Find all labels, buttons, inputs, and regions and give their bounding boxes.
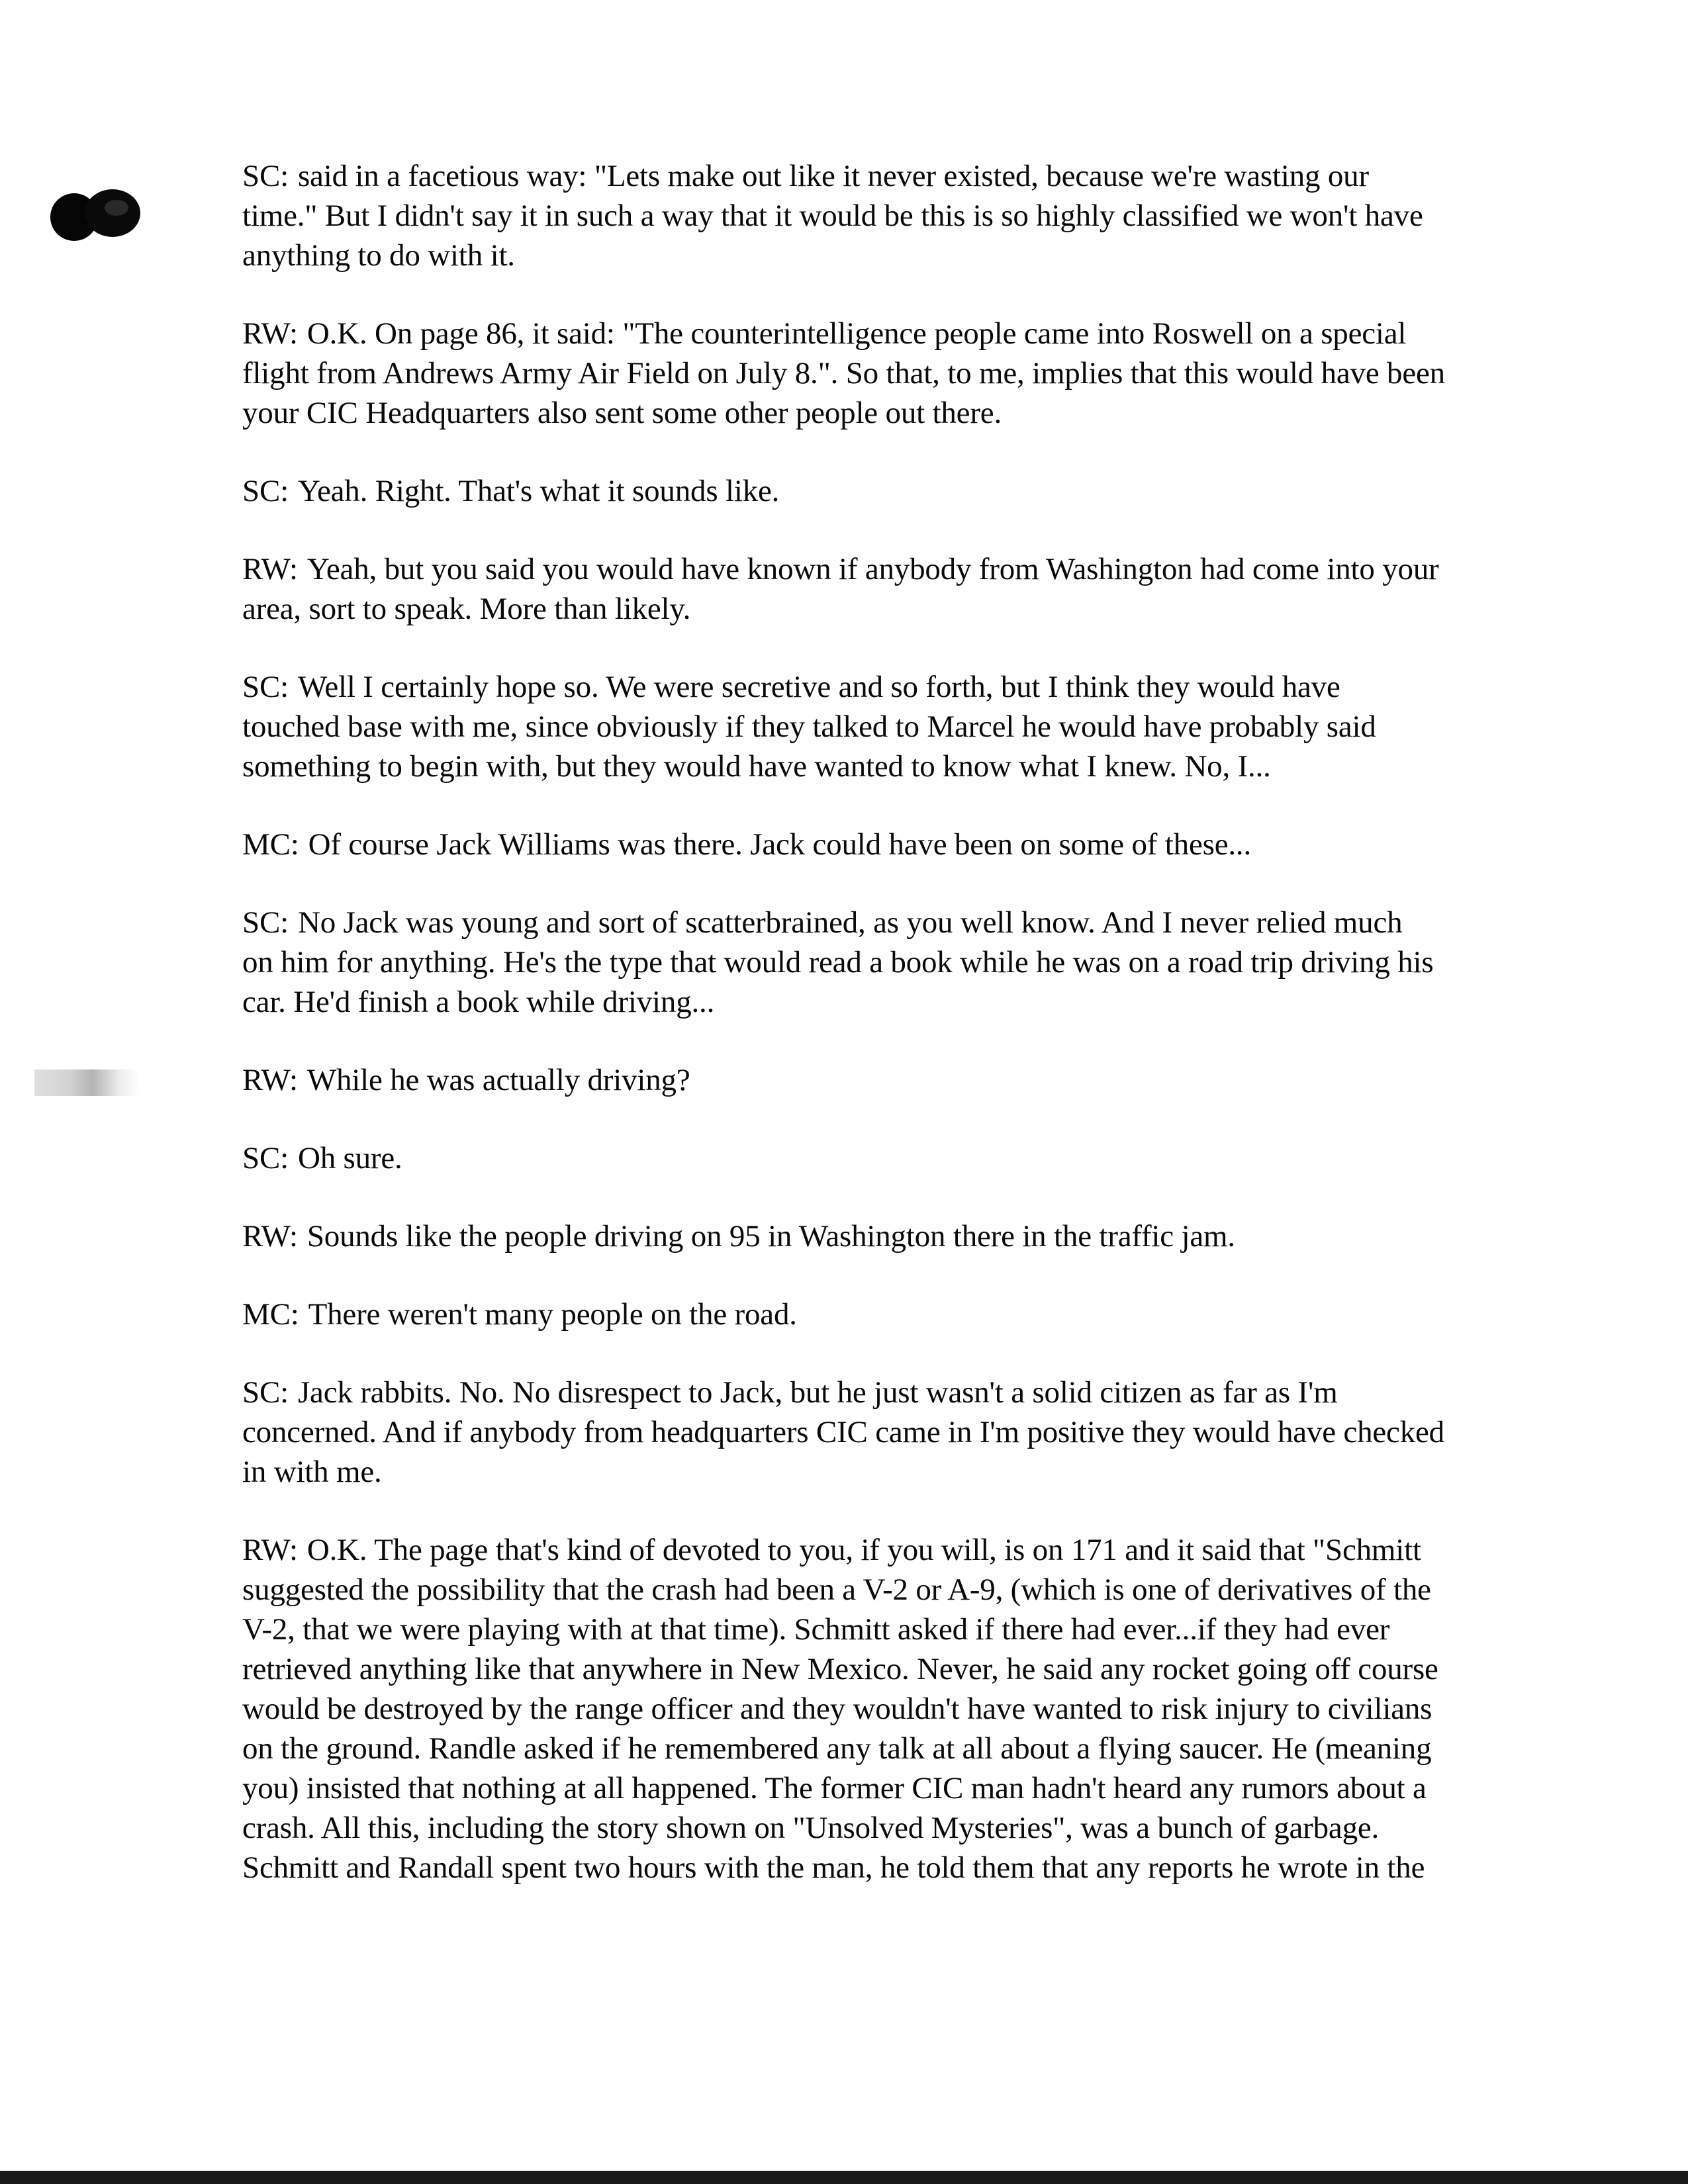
line-text: retrieved anything like that anywhere in New Mexico. Never, he said any rocket going off course: [242, 1652, 1438, 1686]
line-text: No Jack was young and sort of scatterbrained, as you well know. And I never relied much: [297, 905, 1403, 940]
transcript-line: [242, 1452, 1579, 1492]
transcript-paragraph: [242, 1060, 1579, 1100]
line-text: flight from Andrews Army Air Field on July 8.". So that, to me, implies that this would have been: [242, 356, 1445, 390]
line-text: crash. All this, including the story shown on "Unsolved Mysteries", was a bunch of garbage.: [242, 1811, 1380, 1845]
transcript-line: [242, 1412, 1579, 1452]
transcript-line: [242, 667, 1579, 707]
line-text: anything to do with it.: [242, 238, 515, 273]
paragraph-gap: [242, 629, 1579, 667]
transcript-paragraph: [242, 825, 1579, 864]
line-text: O.K. On page 86, it said: "The counterintelligence people came into Roswell on a special: [306, 316, 1407, 351]
line-text: Well I certainly hope so. We were secretive and so forth, but I think they would have: [297, 670, 1340, 704]
transcript-line: [242, 1649, 1579, 1689]
transcript-line: [242, 196, 1579, 236]
speaker-label: RW:: [242, 1063, 298, 1097]
paragraph-gap: [242, 1256, 1579, 1295]
transcript-paragraph: [242, 1295, 1579, 1334]
paragraph-gap: [242, 1334, 1579, 1373]
transcript-line: [242, 1808, 1579, 1848]
transcript-line: [242, 1689, 1579, 1729]
speaker-label: RW:: [242, 1533, 298, 1567]
transcript-line: [242, 236, 1579, 275]
transcript-line: [242, 549, 1579, 589]
transcript-line: [242, 982, 1579, 1022]
punch-hole-mark: [48, 188, 146, 244]
line-text: Oh sure.: [297, 1141, 402, 1175]
transcript-line: [242, 156, 1579, 196]
line-text: something to begin with, but they would have wanted to know what I knew. No, I...: [242, 749, 1271, 784]
paragraph-gap: [242, 275, 1579, 314]
line-text: said in a facetious way: "Lets make out like it never existed, because we're wasting our: [297, 159, 1369, 193]
transcript-line: [242, 393, 1579, 433]
line-text: V-2, that we were playing with at that time). Schmitt asked if there had ever...if they had ever: [242, 1612, 1390, 1647]
speaker-label: SC:: [242, 905, 289, 940]
transcript-line: [242, 1610, 1579, 1649]
transcript-paragraph: [242, 549, 1579, 629]
transcript-paragraph: [242, 903, 1579, 1022]
line-text: you) insisted that nothing at all happened. The former CIC man hadn't heard any rumors about a: [242, 1771, 1427, 1805]
line-text: time." But I didn't say it in such a way that it would be this is so highly classified we won't have: [242, 199, 1423, 233]
paragraph-gap: [242, 864, 1579, 903]
transcript-body: [242, 156, 1579, 1888]
paragraph-gap: [242, 511, 1579, 549]
transcript-line: [242, 314, 1579, 353]
transcript-paragraph: [242, 667, 1579, 786]
transcript-paragraph: [242, 1138, 1579, 1178]
line-text: car. He'd finish a book while driving...: [242, 985, 715, 1019]
line-text: Yeah, but you said you would have known if anybody from Washington had come into your: [306, 552, 1439, 586]
paragraph-gap: [242, 433, 1579, 471]
transcript-line: [242, 707, 1579, 747]
scan-smudge: [34, 1069, 140, 1096]
transcript-line: [242, 1729, 1579, 1768]
speaker-label: RW:: [242, 552, 298, 586]
transcript-paragraph: [242, 314, 1579, 433]
transcript-paragraph: [242, 1530, 1579, 1888]
transcript-line: [242, 471, 1579, 511]
line-text: There weren't many people on the road.: [308, 1297, 797, 1332]
line-text: Of course Jack Williams was there. Jack could have been on some of these...: [308, 827, 1252, 862]
line-text: O.K. The page that's kind of devoted to you, if you will, is on 171 and it said that "Schmitt: [306, 1533, 1421, 1567]
transcript-line: [242, 1295, 1579, 1334]
transcript-line: [242, 1848, 1579, 1888]
speaker-label: RW:: [242, 316, 298, 351]
speaker-label: SC:: [242, 1141, 289, 1175]
line-text: Schmitt and Randall spent two hours with the man, he told them that any reports he wrote in the: [242, 1850, 1425, 1885]
line-text: in with me.: [242, 1455, 382, 1489]
transcript-line: [242, 1138, 1579, 1178]
page-bottom-edge: [0, 2171, 1688, 2184]
paragraph-gap: [242, 1100, 1579, 1138]
transcript-line: [242, 1373, 1579, 1412]
transcript-line: [242, 1060, 1579, 1100]
transcript-line: [242, 825, 1579, 864]
line-text: suggested the possibility that the crash had been a V-2 or A-9, (which is one of derivatives of the: [242, 1572, 1431, 1607]
speaker-label: SC:: [242, 670, 289, 704]
line-text: Sounds like the people driving on 95 in Washington there in the traffic jam.: [306, 1219, 1235, 1253]
line-text: concerned. And if anybody from headquarters CIC came in I'm positive they would have checked: [242, 1415, 1444, 1449]
speaker-label: MC:: [242, 827, 299, 862]
line-text: would be destroyed by the range officer and they wouldn't have wanted to risk injury to civilians: [242, 1692, 1432, 1726]
line-text: on him for anything. He's the type that would read a book while he was on a road trip driving his: [242, 945, 1434, 979]
line-text: touched base with me, since obviously if they talked to Marcel he would have probably said: [242, 709, 1376, 744]
speaker-label: SC:: [242, 474, 289, 508]
line-text: Yeah. Right. That's what it sounds like.: [297, 474, 780, 508]
transcript-line: [242, 1768, 1579, 1808]
line-text: Jack rabbits. No. No disrespect to Jack, but he just wasn't a solid citizen as far as I'm: [297, 1375, 1338, 1410]
transcript-line: [242, 1570, 1579, 1610]
line-text: While he was actually driving?: [306, 1063, 690, 1097]
speaker-label: MC:: [242, 1297, 299, 1332]
line-text: on the ground. Randle asked if he remembered any talk at all about a flying saucer. He (meaning: [242, 1731, 1432, 1766]
transcript-paragraph: [242, 156, 1579, 275]
transcript-paragraph: [242, 471, 1579, 511]
transcript-line: [242, 1216, 1579, 1256]
paragraph-gap: [242, 1178, 1579, 1216]
transcript-paragraph: [242, 1216, 1579, 1256]
transcript-line: [242, 353, 1579, 393]
transcript-line: [242, 942, 1579, 982]
transcript-paragraph: [242, 1373, 1579, 1492]
transcript-line: [242, 589, 1579, 629]
paragraph-gap: [242, 786, 1579, 825]
transcript-line: [242, 747, 1579, 786]
speaker-label: SC:: [242, 159, 289, 193]
line-text: your CIC Headquarters also sent some other people out there.: [242, 396, 1002, 430]
speaker-label: SC:: [242, 1375, 289, 1410]
paragraph-gap: [242, 1492, 1579, 1530]
paragraph-gap: [242, 1022, 1579, 1060]
transcript-line: [242, 1530, 1579, 1570]
speaker-label: RW:: [242, 1219, 298, 1253]
transcript-line: [242, 903, 1579, 942]
line-text: area, sort to speak. More than likely.: [242, 592, 691, 626]
